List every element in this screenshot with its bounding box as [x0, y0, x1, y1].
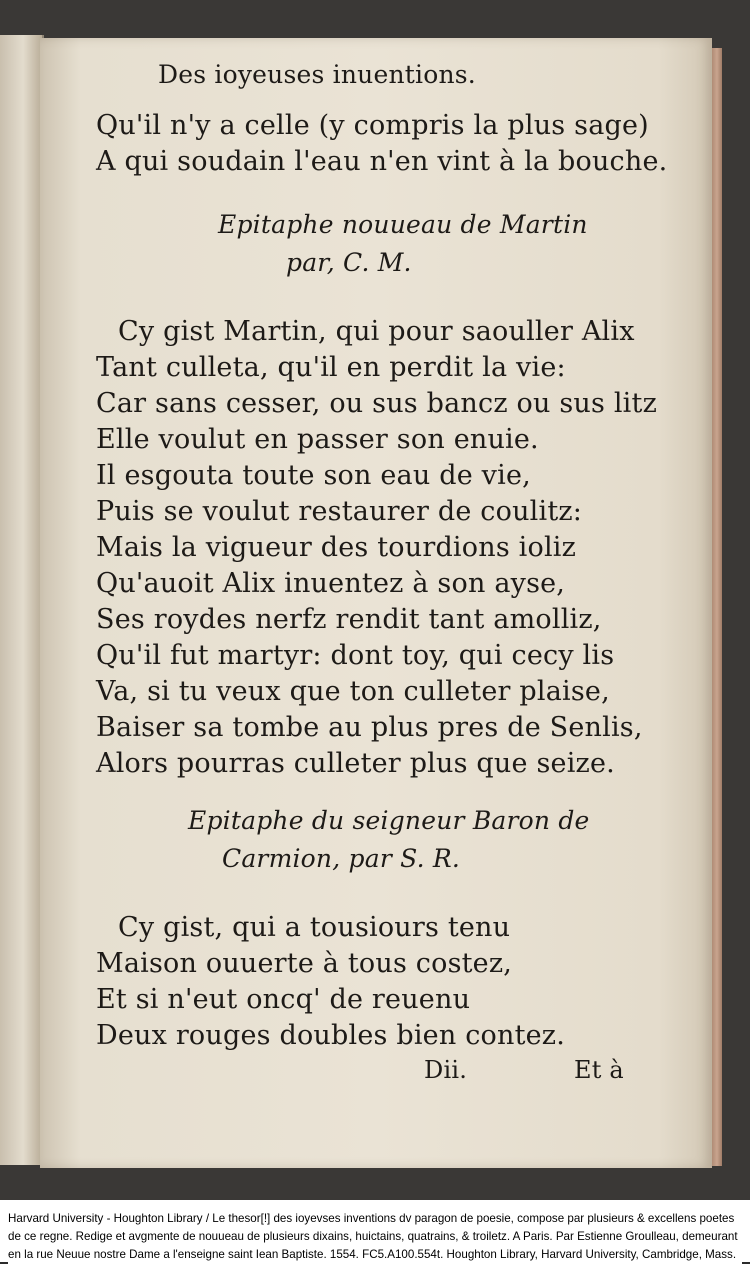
verse-line: Puis se voulut restaurer de coulitz:	[96, 496, 583, 527]
running-head: Des ioyeuses inuentions.	[158, 60, 476, 89]
signature-mark: Dii.	[424, 1056, 468, 1084]
verse-line: Qu'il n'y a celle (y compris la plus sage)	[96, 110, 649, 141]
epitaph-title: Epitaphe nouueau de Martin	[218, 210, 588, 239]
verse-line: Mais la vigueur des tourdions ioliz	[96, 532, 577, 563]
verse-line: Cy gist Martin, qui pour saouller Alix	[118, 316, 635, 347]
image-caption: Harvard University - Houghton Library / Le thesor[!] des ioyevses inventions dv paragon de poesie, compose par plusieurs & excellens poetes de ce regne. Redige et avgmente de nouueau de plusieurs dixains, huictains, quatrains, & troiletz. A Paris. Par Estienne Groulleau, demeurant en la rue Neuue nostre Dame a l'enseigne saint Iean Baptiste. 1554. FC5.A100.554t. Houghton Library, Harvard University, Cambridge, Mass.	[8, 1210, 742, 1264]
verse-line: Alors pourras culleter plus que seize.	[96, 748, 615, 779]
page-text	[40, 38, 712, 1168]
verse-line: Qu'auoit Alix inuentez à son ayse,	[96, 568, 566, 599]
epitaph-author: Carmion, par S. R.	[222, 844, 461, 873]
verse-line: Car sans cesser, ou sus bancz ou sus litz	[96, 388, 657, 419]
page-edge	[712, 48, 722, 1166]
book-page	[40, 38, 712, 1168]
verse-line: Maison ouuerte à tous costez,	[96, 948, 513, 979]
verse-line: Baiser sa tombe au plus pres de Senlis,	[96, 712, 643, 743]
verse-line: Va, si tu veux que ton culleter plaise,	[96, 676, 610, 707]
verse-line: Il esgouta toute son eau de vie,	[96, 460, 531, 491]
verse-line: Ses roydes nerfz rendit tant amolliz,	[96, 604, 602, 635]
verse-line: Elle voulut en passer son enuie.	[96, 424, 539, 455]
verse-line: Tant culleta, qu'il en perdit la vie:	[96, 352, 566, 383]
book-spine	[0, 35, 44, 1165]
catchword: Et à	[574, 1056, 624, 1084]
epitaph-author: par, C. M.	[286, 248, 412, 277]
epitaph-title: Epitaphe du seigneur Baron de	[188, 806, 590, 835]
verse-line: Cy gist, qui a tousiours tenu	[118, 912, 511, 943]
verse-line: A qui soudain l'eau n'en vint à la bouche.	[96, 146, 668, 177]
verse-line: Qu'il fut martyr: dont toy, qui cecy lis	[96, 640, 615, 671]
verse-line: Deux rouges doubles bien contez.	[96, 1020, 566, 1051]
verse-line: Et si n'eut oncq' de reuenu	[96, 984, 471, 1015]
